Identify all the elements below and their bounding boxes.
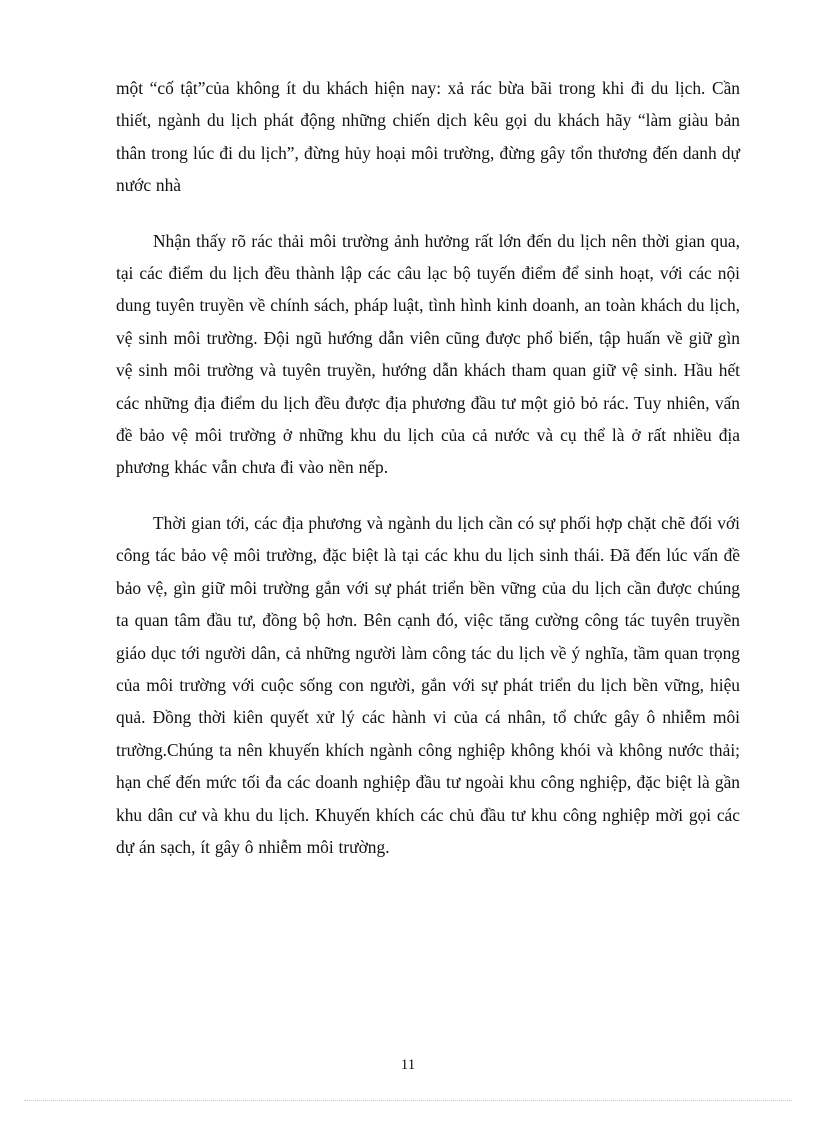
page-number: 11	[400, 1057, 416, 1073]
body-text	[116, 72, 740, 863]
paragraph-continuation: một “cố tật”của không ít du khách hiện nay: xả rác bừa bãi trong khi đi du lịch. Cần thiết, ngành du lịch phát động những chiến dịch kêu gọi du khách hãy “làm giàu bản thân trong lúc đi du lịch”, đừng hủy hoại môi trường, đừng gây tổn thương đến danh dự nước nhà	[116, 78, 740, 196]
paragraph-future-measures: Thời gian tới, các địa phương và ngành du lịch cần có sự phối hợp chặt chẽ đối với công tác bảo vệ môi trường, đặc biệt là tại các khu du lịch sinh thái. Đã đến lúc vấn đề bảo vệ, gìn giữ môi trường gắn với sự phát triển bền vững của du lịch cần được chúng ta quan tâm đầu tư, đồng bộ hơn. Bên cạnh đó, việc tăng cường công tác tuyên truyền giáo dục tới người dân, cả những người làm công tác du lịch về ý nghĩa, tầm quan trọng của môi trường với cuộc sống con người, gắn với sự phát triển du lịch bền vững, hiệu quả. Đồng thời kiên quyết xử lý các hành vi của cá nhân, tổ chức gây ô nhiễm môi trường.Chúng ta nên khuyến khích ngành công nghiệp không khói và không nước thải; hạn chế đến mức tối đa các doanh nghiệp đầu tư ngoài khu công nghiệp, đặc biệt là gần khu dân cư và khu du lịch. Khuyến khích các chủ đầu tư khu công nghiệp mời gọi các dự án sạch, ít gây ô nhiễm môi trường.	[116, 512, 740, 857]
page-bottom-divider	[24, 1100, 792, 1101]
paragraph-waste-awareness: Nhận thấy rõ rác thải môi trường ảnh hưởng rất lớn đến du lịch nên thời gian qua, tại các điểm du lịch đều thành lập các câu lạc bộ tuyến điểm để sinh hoạt, với các nội dung tuyên truyền về chính sách, pháp luật, tình hình kinh doanh, an toàn khách du lịch, vệ sinh môi trường. Đội ngũ hướng dẫn viên cũng được phổ biến, tập huấn về giữ gìn vệ sinh môi trường và tuyên truyền, hướng dẫn khách tham quan giữ vệ sinh. Hầu hết các những địa điểm du lịch đều được địa phương đầu tư một giỏ bỏ rác. Tuy nhiên, vấn đề bảo vệ môi trường ở những khu du lịch của cả nước và cụ thể là ở rất nhiều địa phương khác vẫn chưa đi vào nền nếp.	[116, 230, 740, 478]
